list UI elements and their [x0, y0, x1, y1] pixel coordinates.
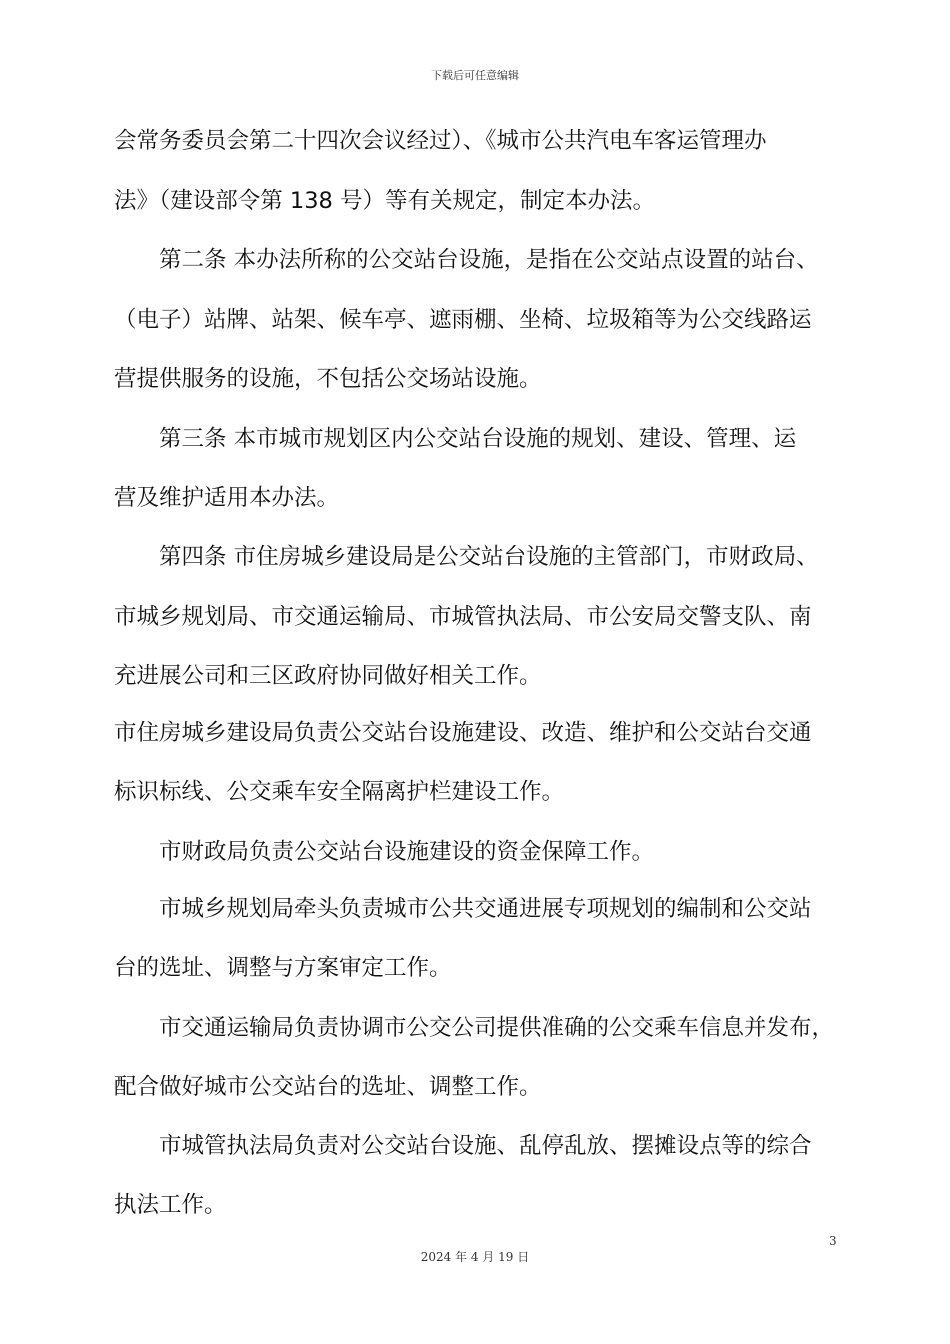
body-line: 营提供服务的设施，不包括公交场站设施。 [114, 366, 542, 392]
footer-date: 2024 年 4 月 19 日 [420, 1250, 530, 1264]
body-line: 标识标线、公交乘车安全隔离护栏建设工作。 [114, 779, 565, 805]
body-line: 市住房城乡建设局负责公交站台设施建设、改造、维护和公交站台交通 [114, 720, 812, 746]
body-line: （电子）站牌、站架、候车亭、遮雨棚、坐椅、垃圾箱等为公交线路运 [114, 307, 812, 333]
body-line: 会常务委员会第二十四次会议经过）、《城市公共汽电车客运管理办 [114, 128, 767, 154]
article-4-line: 第四条 市住房城乡建设局是公交站台设施的主管部门，市财政局、 [159, 544, 819, 570]
body-line: 执法工作。 [114, 1192, 227, 1218]
body-line: 市财政局负责公交站台设施建设的资金保障工作。 [159, 839, 655, 865]
body-line: 市城乡规划局、市交通运输局、市城管执法局、市公安局交警支队、南 [114, 604, 812, 630]
body-line: 市城乡规划局牵头负责城市公共交通进展专项规划的编制和公交站 [159, 896, 812, 922]
body-line: 配合做好城市公交站台的选址、调整工作。 [114, 1074, 542, 1100]
page-number: 3 [829, 1234, 837, 1248]
page-header-note: 下载后可任意编辑 [431, 69, 519, 82]
body-line: 营及维护适用本办法。 [114, 485, 340, 511]
body-line: 市交通运输局负责协调市公交公司提供准确的公交乘车信息并发布， [159, 1015, 835, 1041]
article-3-line: 第三条 本市城市规划区内公交站台设施的规划、建设、管理、运 [159, 426, 797, 452]
article-2-line: 第二条 本办法所称的公交站台设施，是指在公交站点设置的站台、 [159, 247, 819, 273]
body-line: 法》（建设部令第 138 号）等有关规定，制定本办法。 [114, 188, 656, 214]
body-line: 市城管执法局负责对公交站台设施、乱停乱放、摆摊设点等的综合 [159, 1133, 812, 1159]
body-line: 充进展公司和三区政府协同做好相关工作。 [114, 663, 542, 689]
body-line: 台的选址、调整与方案审定工作。 [114, 955, 452, 981]
